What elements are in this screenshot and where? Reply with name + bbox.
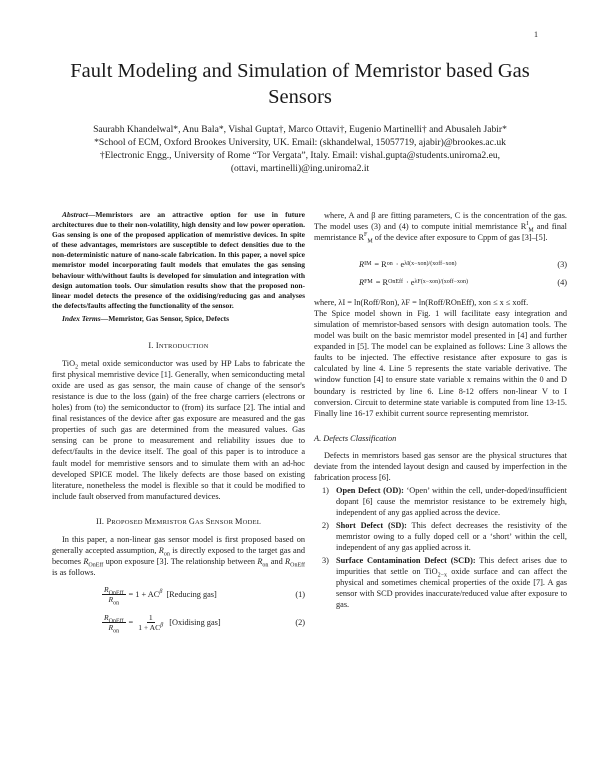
- subsection-heading-defects: A. Defects Classification: [314, 433, 397, 443]
- author-block: [40, 123, 560, 175]
- defects-list: [314, 485, 567, 611]
- eq2-fraction-right: $\frac{1}{1 + AC^\beta}$: [138, 613, 164, 633]
- list-item-open-defect: 1) Open Defect (OD): ‘Open’ within the cell, under-doped/insufficient dopant [6] cause the memristor resistance to be extremely high, independent of any gas applied across the device.: [322, 485, 567, 517]
- section-heading-model: II. PROPOSED MEMRISTOR GAS SENSOR MODEL: [95, 516, 261, 526]
- author-names: Saurabh Khandelwal*, Anu Bala*, Vishal Gupta†, Marco Ottavi†, Eugenio Martinelli† and Abusaleh Jabir*: [93, 124, 507, 135]
- spice-model-paragraph: The Spice model shown in Fig. 1 will facilitate easy integration and simulation of memristor-based sensors with design automation tools. The model was built on the basic memristor model presented in [4] and further expanded in [5]. The model can be explained as follows: Line 3 allows the faults to be injected. The effective resistance after exposure to gas is calculated by line 4. Line 5 represents the state variable derivative. The window function [4] to ensure state variable x remains within the 0 and D boundary is restricted by line 6. Line 8-12 offers non-linear V to I conversion. Circuit to determine state variable is computed from line 13-15. Finally line 16-17 exhibit current source representing memristor.: [314, 309, 567, 418]
- eq2-label: (2): [295, 618, 305, 628]
- defects-paragraph: Defects in memristors based gas sensor are the physical structures that deviate from the intended layout design and caused by imperfection in the fabrication process [6].: [314, 450, 567, 482]
- abstract-label: Abstract—: [62, 210, 96, 219]
- index-terms-text: —Memristor, Gas Sensor, Spice, Defects: [100, 313, 230, 323]
- page-number: 1: [534, 30, 538, 39]
- eq3-label: (3): [557, 259, 567, 269]
- section-heading-intro: I. INTRODUCTION: [148, 341, 209, 351]
- eq1-fraction: $\frac{R_{OnEff}}{R_{on}}$: [104, 585, 124, 607]
- abstract-text: Memristors are an attractive option for use in future architectures due to their non-volatility, high density and low power operation. Gas sensing is one of the proposed application of memristive devices. In spite of these advantages, memristors are susceptible to defect densities due to the non-deterministic nature of nano-scale fabrication. In this paper, a novel spice memristor model incorporating fault models that emulates the gas sensing behaviour with/without faults is developed for simulation and integration with design automation tools. Our simulation results show that the proposed non-linear model detects the presence of the oxidising/reducing gas and analyses the defects/faults affecting the functionality of the sensor.: [52, 210, 305, 310]
- list-item-surface-contamination-defect: 3) Surface Contamination Defect (SCD): This defect arises due to impurities that settle on TiO$_{2-x}$ oxide surface and can affect the physical and sometimes chemical properties of the oxide [7]. A gas sensor with SCD provides inaccurate/reduced value after exposure to gas.: [322, 556, 567, 610]
- index-terms-label: Index Terms: [62, 313, 101, 323]
- left-column: [52, 210, 305, 636]
- affiliation-1: *School of ECM, Oxford Brookes University, UK. Email: (skhandelwal, 15057719, ajabir)@brookes.ac.uk: [94, 137, 506, 148]
- intro-paragraph: TiO$_2$ metal oxide semiconductor was used by HP Labs to fabricate the first physical memristive device [1]. Generally, when semiconducting metal oxide are used as gas sensor, the main cause of change of the sensor's resistance is due to the loss (gain) of the free charge carriers (electrons or holes) from (to) the semiconductor to (from) its surface [2]. The intial and final resistances of the device after gas exposure are measured and the gas properties of such gas are determined from the measured values. Gas sensing can be prone to measurement and reliability issues due to defect/faults in the device itself. The goal of this paper is to introduce a fault model for memristive sensors and to simulate them with an ad-hoc developed SPICE model. The likely defects are those based on existing literature, nonetheless the model is flexible so that it could be modified to include fault observed from manufactured devices.: [52, 359, 305, 501]
- where-line: where, λI = ln(Roff/Ron), λF = ln(Roff/ROnEff), xon ≤ x ≤ xoff.: [314, 298, 529, 308]
- right-column: [314, 210, 567, 610]
- paper-title: Fault Modeling and Simulation of Memristor based Gas Sensors: [70, 60, 530, 108]
- equation-3: R I M = R on · e λΙ(x−xon)/(xoff−xon) (3): [359, 259, 567, 269]
- equation-2: $\frac{R_{OnEff}}{R_{on}}$ = $\frac{1}{1 + AC^\beta}$ [Oxidising gas] (2): [104, 613, 305, 635]
- list-item-short-defect: 2) Short Defect (SD): This defect decreases the resistivity of the memristor owing to a fully doped cell or a ‘short’ within the cell, independent of any gas applied across it.: [322, 520, 567, 553]
- affiliation-2-email: (ottavi, martinelli)@ing.uniroma2.it: [230, 163, 370, 174]
- affiliation-2: †Electronic Engg., University of Rome “Tor Vergata”, Italy. Email: vishal.gupta@students.uniroma2.eu,: [99, 150, 501, 161]
- model-paragraph: In this paper, a non-linear gas sensor model is first proposed based on generally accepted assumption, $R_{on}$ is directly exposed to the target gas and becomes $R_{OnEff}$ upon exposure [3]. The relationship between $R_{on}$ and $R_{OnEff}$ is as follows.: [52, 534, 305, 577]
- index-terms: [52, 314, 305, 324]
- eq1-label: (1): [295, 590, 305, 600]
- right-intro-paragraph: where, A and β are fitting parameters, C is the concentration of the gas. The model uses (3) and (4) to compute initial memristance $R^I_M$ and final memristance $R^F_M$ of the device after exposure to Cppm of gas [3]–[5].: [314, 211, 567, 245]
- equation-1: $\frac{R_{OnEff}}{R_{on}}$ = $1 + AC^\beta$ [Reducing gas] (1): [104, 585, 305, 607]
- equation-4: R F M = R OnEff · e λF(x−xon)/(xoff−xon) (4): [359, 277, 567, 287]
- abstract: [52, 210, 305, 311]
- eq4-label: (4): [557, 277, 567, 287]
- eq2-fraction-left: $\frac{R_{OnEff}}{R_{on}}$: [104, 613, 124, 635]
